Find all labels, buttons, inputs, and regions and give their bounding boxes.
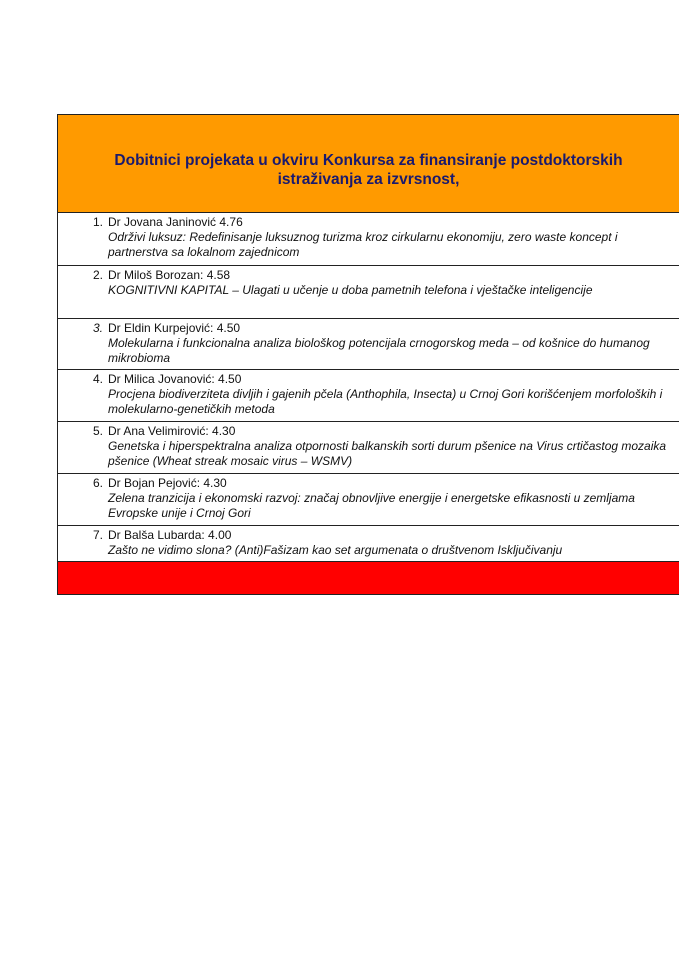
project-title: Procjena biodiverziteta divljih i gajenih pčela (Anthophila, Insecta) u Crnoj Gori korišćenjem morfoloških i molekularno-genetičkih metoda: [108, 387, 663, 416]
recipient-name: Dr Bojan Pejović: 4.30: [108, 476, 227, 490]
row-number: 3.: [92, 321, 103, 335]
row-number: 6.: [92, 476, 103, 490]
row-number: 4.: [92, 372, 103, 386]
table-row: [58, 474, 679, 526]
project-title: Zelena tranzicija i ekonomski razvoj: značaj obnovljive energije i energetske efikasnosti u zemljama Evropske unije i Crnoj Gori: [108, 491, 635, 520]
table-row: [58, 266, 679, 319]
project-title: Genetska i hiperspektralna analiza otpornosti balkanskih sorti durum pšenice na Virus crtičastog mozaika pšenice (Wheat streak mosaic virus – WSMV): [108, 439, 667, 468]
project-title: KOGNITIVNI KAPITAL – Ulagati u učenje u doba pametnih telefona i vještačke inteligencije: [108, 283, 593, 297]
recipient-name: Dr Balša Lubarda: 4.00: [108, 528, 232, 542]
project-title: Zašto ne vidimo slona? (Anti)Fašizam kao set argumenata o društvenom Isključivanju: [108, 543, 563, 557]
project-title: Održivi luksuz: Redefinisanje luksuznog turizma kroz cirkularnu ekonomiju, zero waste koncept i partnerstva sa lokalnom zajednicom: [108, 230, 618, 259]
row-number: 7.: [92, 528, 103, 542]
row-number: 5.: [92, 424, 103, 438]
table-row: [58, 422, 679, 474]
recipient-name: Dr Miloš Borozan: 4.58: [108, 268, 231, 282]
table-header: [58, 115, 679, 213]
recipient-name: Dr Eldin Kurpejović: 4.50: [108, 321, 241, 335]
results-table: [57, 114, 679, 595]
table-row: [58, 319, 679, 370]
table-row: [58, 213, 679, 266]
table-row: [58, 370, 679, 422]
project-title: Molekularna i funkcionalna analiza biološkog potencijala crnogorskog meda – od košnice do humanog mikrobioma: [108, 336, 650, 365]
row-number: 1.: [92, 215, 103, 229]
row-number: 2.: [92, 268, 103, 282]
table-row: [58, 526, 679, 562]
table-footer-bar: [58, 562, 679, 594]
recipient-name: Dr Ana Velimirović: 4.30: [108, 424, 236, 438]
recipient-name: Dr Milica Jovanović: 4.50: [108, 372, 242, 386]
recipient-name: Dr Jovana Janinović 4.76: [108, 215, 243, 229]
table-title: Dobitnici projekata u okviru Konkursa za finansiranje postdoktorskih istraživanja za izvrsnost,: [114, 151, 623, 188]
